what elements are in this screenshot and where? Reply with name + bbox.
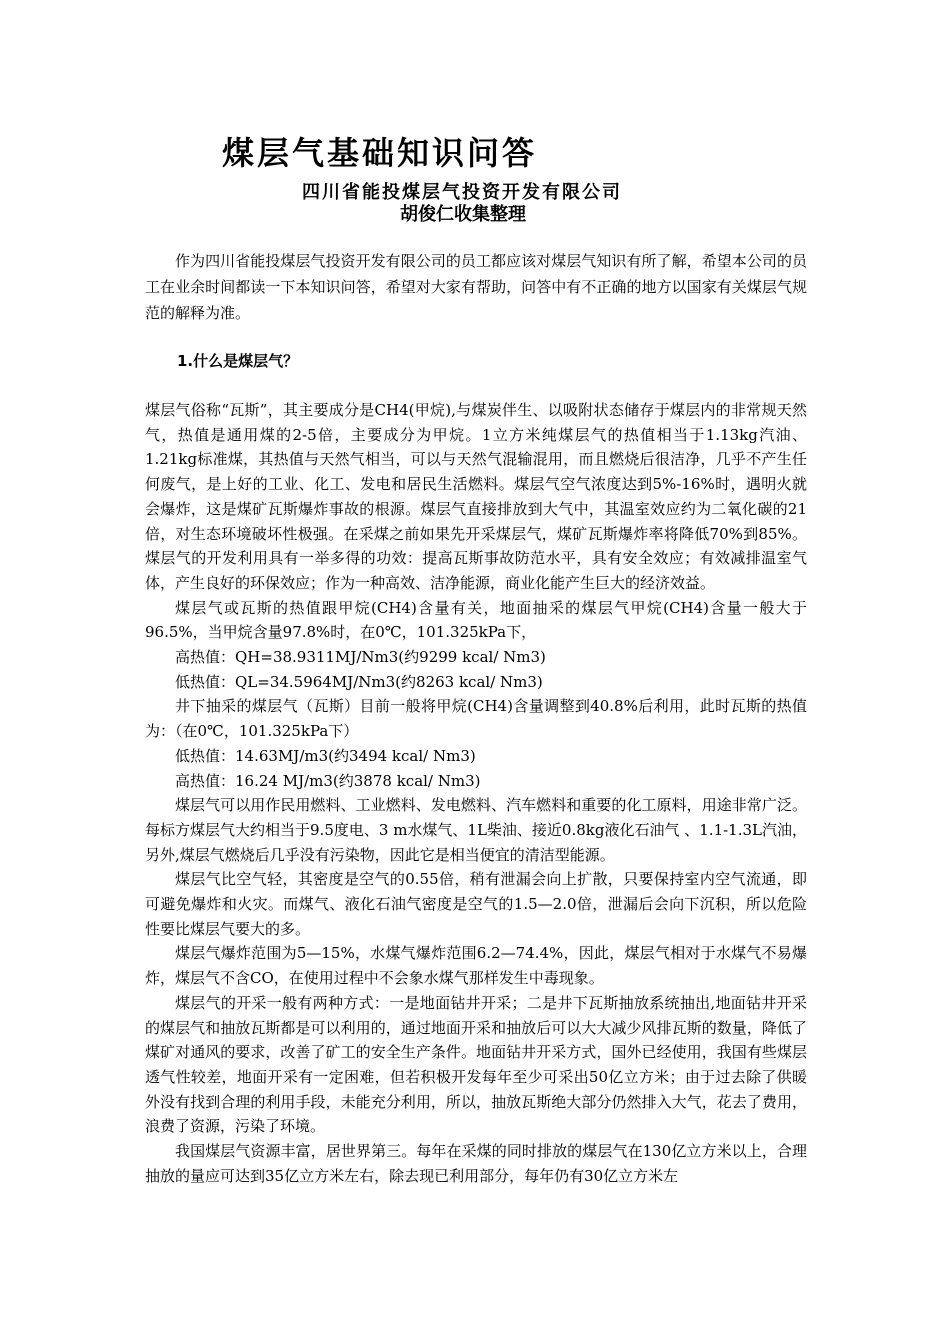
intro-paragraph: 作为四川省能投煤层气投资开发有限公司的员工都应该对煤层气知识有所了解，希望本公司的员工在业余时间都读一下本知识问答，希望对大家有帮助，问答中有不正确的地方以国家有关煤层气规范的解释为准。 <box>145 252 807 322</box>
answer-body <box>145 398 807 1189</box>
answer-paragraph: 煤层气的开采一般有两种方式：一是地面钻井开采；二是井下瓦斯抽放系统抽出,地面钻井开采的煤层气和抽放瓦斯都是可以利用的，通过地面开采和抽放后可以大大减少风排瓦斯的数量，降低了煤矿对通风的要求，改善了矿工的安全生产条件。地面钻井开采方式，国外已经使用，我国有些煤层透气性较差，地面开采有一定困难，但若积极开发每年至少可采出50亿立方米；由于过去除了供暖外没有找到合理的利用手段，未能充分利用，所以，抽放瓦斯绝大部分仍然排入大气，花去了费用，浪费了资源，污染了环境。 <box>145 993 807 1136</box>
answer-paragraph: 煤层气比空气轻，其密度是空气的0.55倍，稍有泄漏会向上扩散，只要保持室内空气流通，即可避免爆炸和火灾。而煤气、液化石油气密度是空气的1.5—2.0倍，泄漏后会向下沉积，所以危险性要比煤层气要大的多。 <box>145 870 807 938</box>
question-heading: 1.什么是煤层气？ <box>177 352 299 370</box>
answer-paragraph: 我国煤层气资源丰富，居世界第三。每年在采煤的同时排放的煤层气在130亿立方米以上，合理抽放的量应可达到35亿立方米左右，除去现已利用部分，每年仍有30亿立方米左 <box>145 1142 807 1185</box>
document-title: 煤层气基础知识问答 <box>222 134 538 172</box>
author-line: 胡俊仁收集整理 <box>400 204 526 225</box>
answer-paragraph: 煤层气爆炸范围为5—15%，水煤气爆炸范围6.2—74.4%，因此，煤层气相对于水煤气不易爆炸，煤层气不含CO，在使用过程中不会象水煤气那样发生中毒现象。 <box>145 944 807 988</box>
answer-paragraph: 井下抽采的煤层气（瓦斯）目前一般将甲烷(CH4)含量调整到40.8%后利用，此时瓦斯的热值为：（在0℃，101.325kPa下） <box>145 697 807 741</box>
value-line: 高热值：QH=38.9311MJ/Nm3(约9299 kcal/ Nm3) <box>175 648 546 667</box>
value-line: 低热值：14.63MJ/m3(约3494 kcal/ Nm3) <box>175 746 476 765</box>
answer-paragraph: 煤层气俗称“瓦斯”，其主要成分是CH4(甲烷),与煤炭伴生、以吸附状态储存于煤层内的非常规天然气，热值是通用煤的2-5倍，主要成分为甲烷。1立方米纯煤层气的热值相当于1.13kg汽油、1.21kg标准煤，其热值与天然气相当，可以与天然气混输混用，而且燃烧后很洁净，几乎不产生任何废气，是上好的工业、化工、发电和居民生活燃料。煤层气空气浓度达到5%-16%时，遇明火就会爆炸，这是煤矿瓦斯爆炸事故的根源。煤层气直接排放到大气中，其温室效应约为二氧化碳的21倍，对生态环境破坏性极强。在采煤之前如果先开采煤层气，煤矿瓦斯爆炸率将降低70%到85%。煤层气的开发利用具有一举多得的功效：提高瓦斯事故防范水平，具有安全效应；有效减排温室气体，产生良好的环保效应；作为一种高效、洁净能源，商业化能产生巨大的经济效益。 <box>145 401 807 592</box>
value-line: 高热值：16.24 MJ/m3(约3878 kcal/ Nm3) <box>175 771 481 790</box>
answer-paragraph: 煤层气可以用作民用燃料、工业燃料、发电燃料、汽车燃料和重要的化工原料，用途非常广泛。每标方煤层气大约相当于9.5度电、3 m水煤气、1L柴油、接近0.8kg液化石油气 、1.1-1.3L汽油，另外,煤层气燃烧后几乎没有污染物，因此它是相当便宜的清洁型能源。 <box>145 796 807 864</box>
value-line: 低热值：QL=34.5964MJ/Nm3(约8263 kcal/ Nm3) <box>175 672 543 691</box>
organization-name: 四川省能投煤层气投资开发有限公司 <box>302 182 622 203</box>
answer-paragraph: 煤层气或瓦斯的热值跟甲烷(CH4)含量有关，地面抽采的煤层气甲烷(CH4)含量一般大于96.5%，当甲烷含量97.8%时，在0℃，101.325kPa下， <box>145 598 807 642</box>
